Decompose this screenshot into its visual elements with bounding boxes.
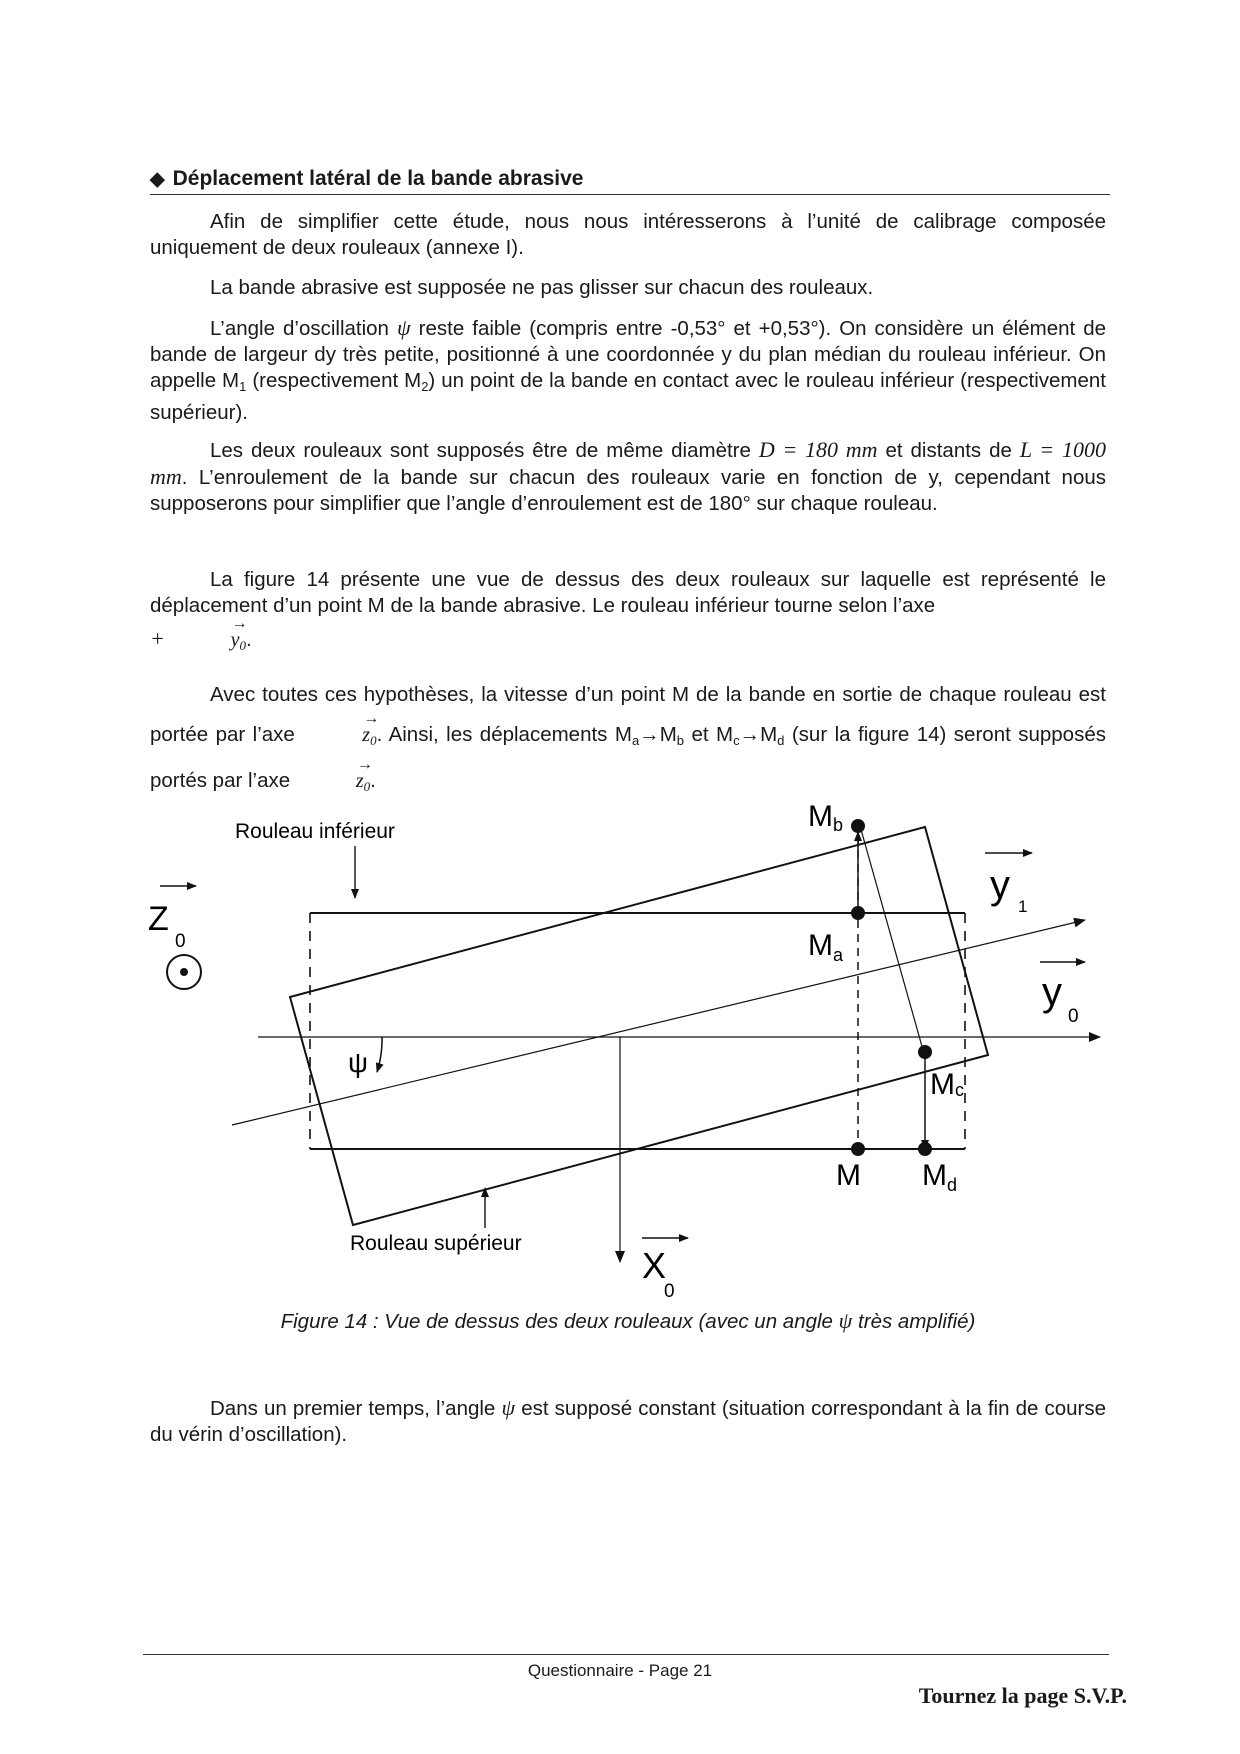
label-rouleau-inferieur: Rouleau inférieur — [235, 820, 395, 843]
paragraph-oscillation: L’angle d’oscillation ψ reste faible (compris entre -0,53° et +0,53°). On considère un élément de bande de largeur dy très petite, positionné à une coordonnée y du plan médian du rouleau inférieur. On appelle $M_1$ (respectivement $M_2$) un point de la bande en contact avec le rouleau inférieur (respectivement supérieur). — [150, 315, 1107, 424]
psi-symbol: ψ — [396, 315, 411, 340]
upper-roller-outline — [290, 827, 988, 1225]
y1-letter: y — [990, 863, 1010, 907]
footer-page-number: Questionnaire - Page 21 — [527, 1661, 713, 1680]
footer-divider — [143, 1654, 1109, 1655]
paragraph-no-slip: La bande abrasive est supposée ne pas glisser sur chacun des rouleaux. — [210, 276, 874, 299]
point-m — [851, 1142, 865, 1156]
paragraph-dimensions: Les deux rouleaux sont supposés être de même diamètre D = 180 mm et distants de L = 1000 mm. L’enroulement de la bande sur chacun des rouleaux varie en fonction de y, cependant nous supposerons pour simplifier que l’angle d’enroulement est de 180° sur chaque rouleau. — [150, 437, 1106, 515]
point-mb — [851, 819, 865, 833]
label-mc: Mc — [930, 1068, 964, 1101]
paragraph-intro: Afin de simplifier cette étude, nous nous intéresserons à l’unité de calibrage composée uniquement de deux rouleaux (annexe I). — [150, 210, 1106, 259]
psi-angle-label: ψ — [348, 1047, 368, 1078]
vector-y0: → $y_0$ — [171, 623, 246, 659]
point-md — [918, 1142, 932, 1156]
point-ma — [851, 906, 865, 920]
label-rouleau-superieur: Rouleau supérieur — [350, 1232, 522, 1255]
footer-turn-page: Tournez la page S.V.P. — [918, 1683, 1127, 1708]
label-mb: Mb — [808, 800, 844, 835]
psi-angle-arc — [377, 1037, 382, 1072]
label-ma: $M_a$ — [808, 929, 844, 965]
equation-diameter: D = 180 mm — [758, 437, 878, 462]
figure-caption: Figure 14 : Vue de dessus des deux rouleaux (avec un angle ψ très amplifié) — [280, 1308, 976, 1333]
x0-letter: X — [642, 1245, 667, 1286]
z0-sub: 0 — [175, 931, 186, 952]
label-md: $M_d$ — [922, 1159, 958, 1195]
y0-letter: y — [1042, 970, 1062, 1014]
paragraph-figure-intro: La figure 14 présente une vue de dessus des deux rouleaux sur laquelle est représenté le déplacement d’un point M de la bande abrasive. Le rouleau inférieur tourne selon l’axe + → $y_0$. — [150, 567, 1106, 659]
line-mb-mc — [860, 826, 923, 1050]
x0-sub: 0 — [664, 1281, 675, 1300]
y1-sub: 1 — [1018, 897, 1028, 916]
vector-z0-second: → $z_0$ — [296, 759, 370, 805]
section-title: Déplacement latéral de la bande abrasive — [172, 167, 584, 190]
diamond-bullet-icon: ◆ — [150, 169, 165, 190]
equation-distance: L = 1000 mm — [150, 437, 1106, 489]
z0-letter: Z — [148, 900, 169, 938]
out-of-page-dot-icon — [180, 968, 188, 976]
label-m: M — [836, 1159, 861, 1192]
paragraph-constant-psi: Dans un premier temps, l’angle ψ est supposé constant (situation correspondant à la fin de course du vérin d’oscillation). — [150, 1395, 1107, 1446]
point-mc — [918, 1045, 932, 1059]
y0-sub: 0 — [1068, 1006, 1079, 1027]
vector-z0: → $z_0$ — [302, 713, 376, 759]
paragraph-hypotheses: Avec toutes ces hypothèses, la vitesse d’un point M de la bande en sortie de chaque rouleau est portée par l’axe → $z_0$. Ainsi, les déplacements $M_a\to M_b$ et $M_c\to M_d$ (sur la figure 14) seront supposés portés par l’axe → $z_0$. — [150, 677, 1106, 805]
